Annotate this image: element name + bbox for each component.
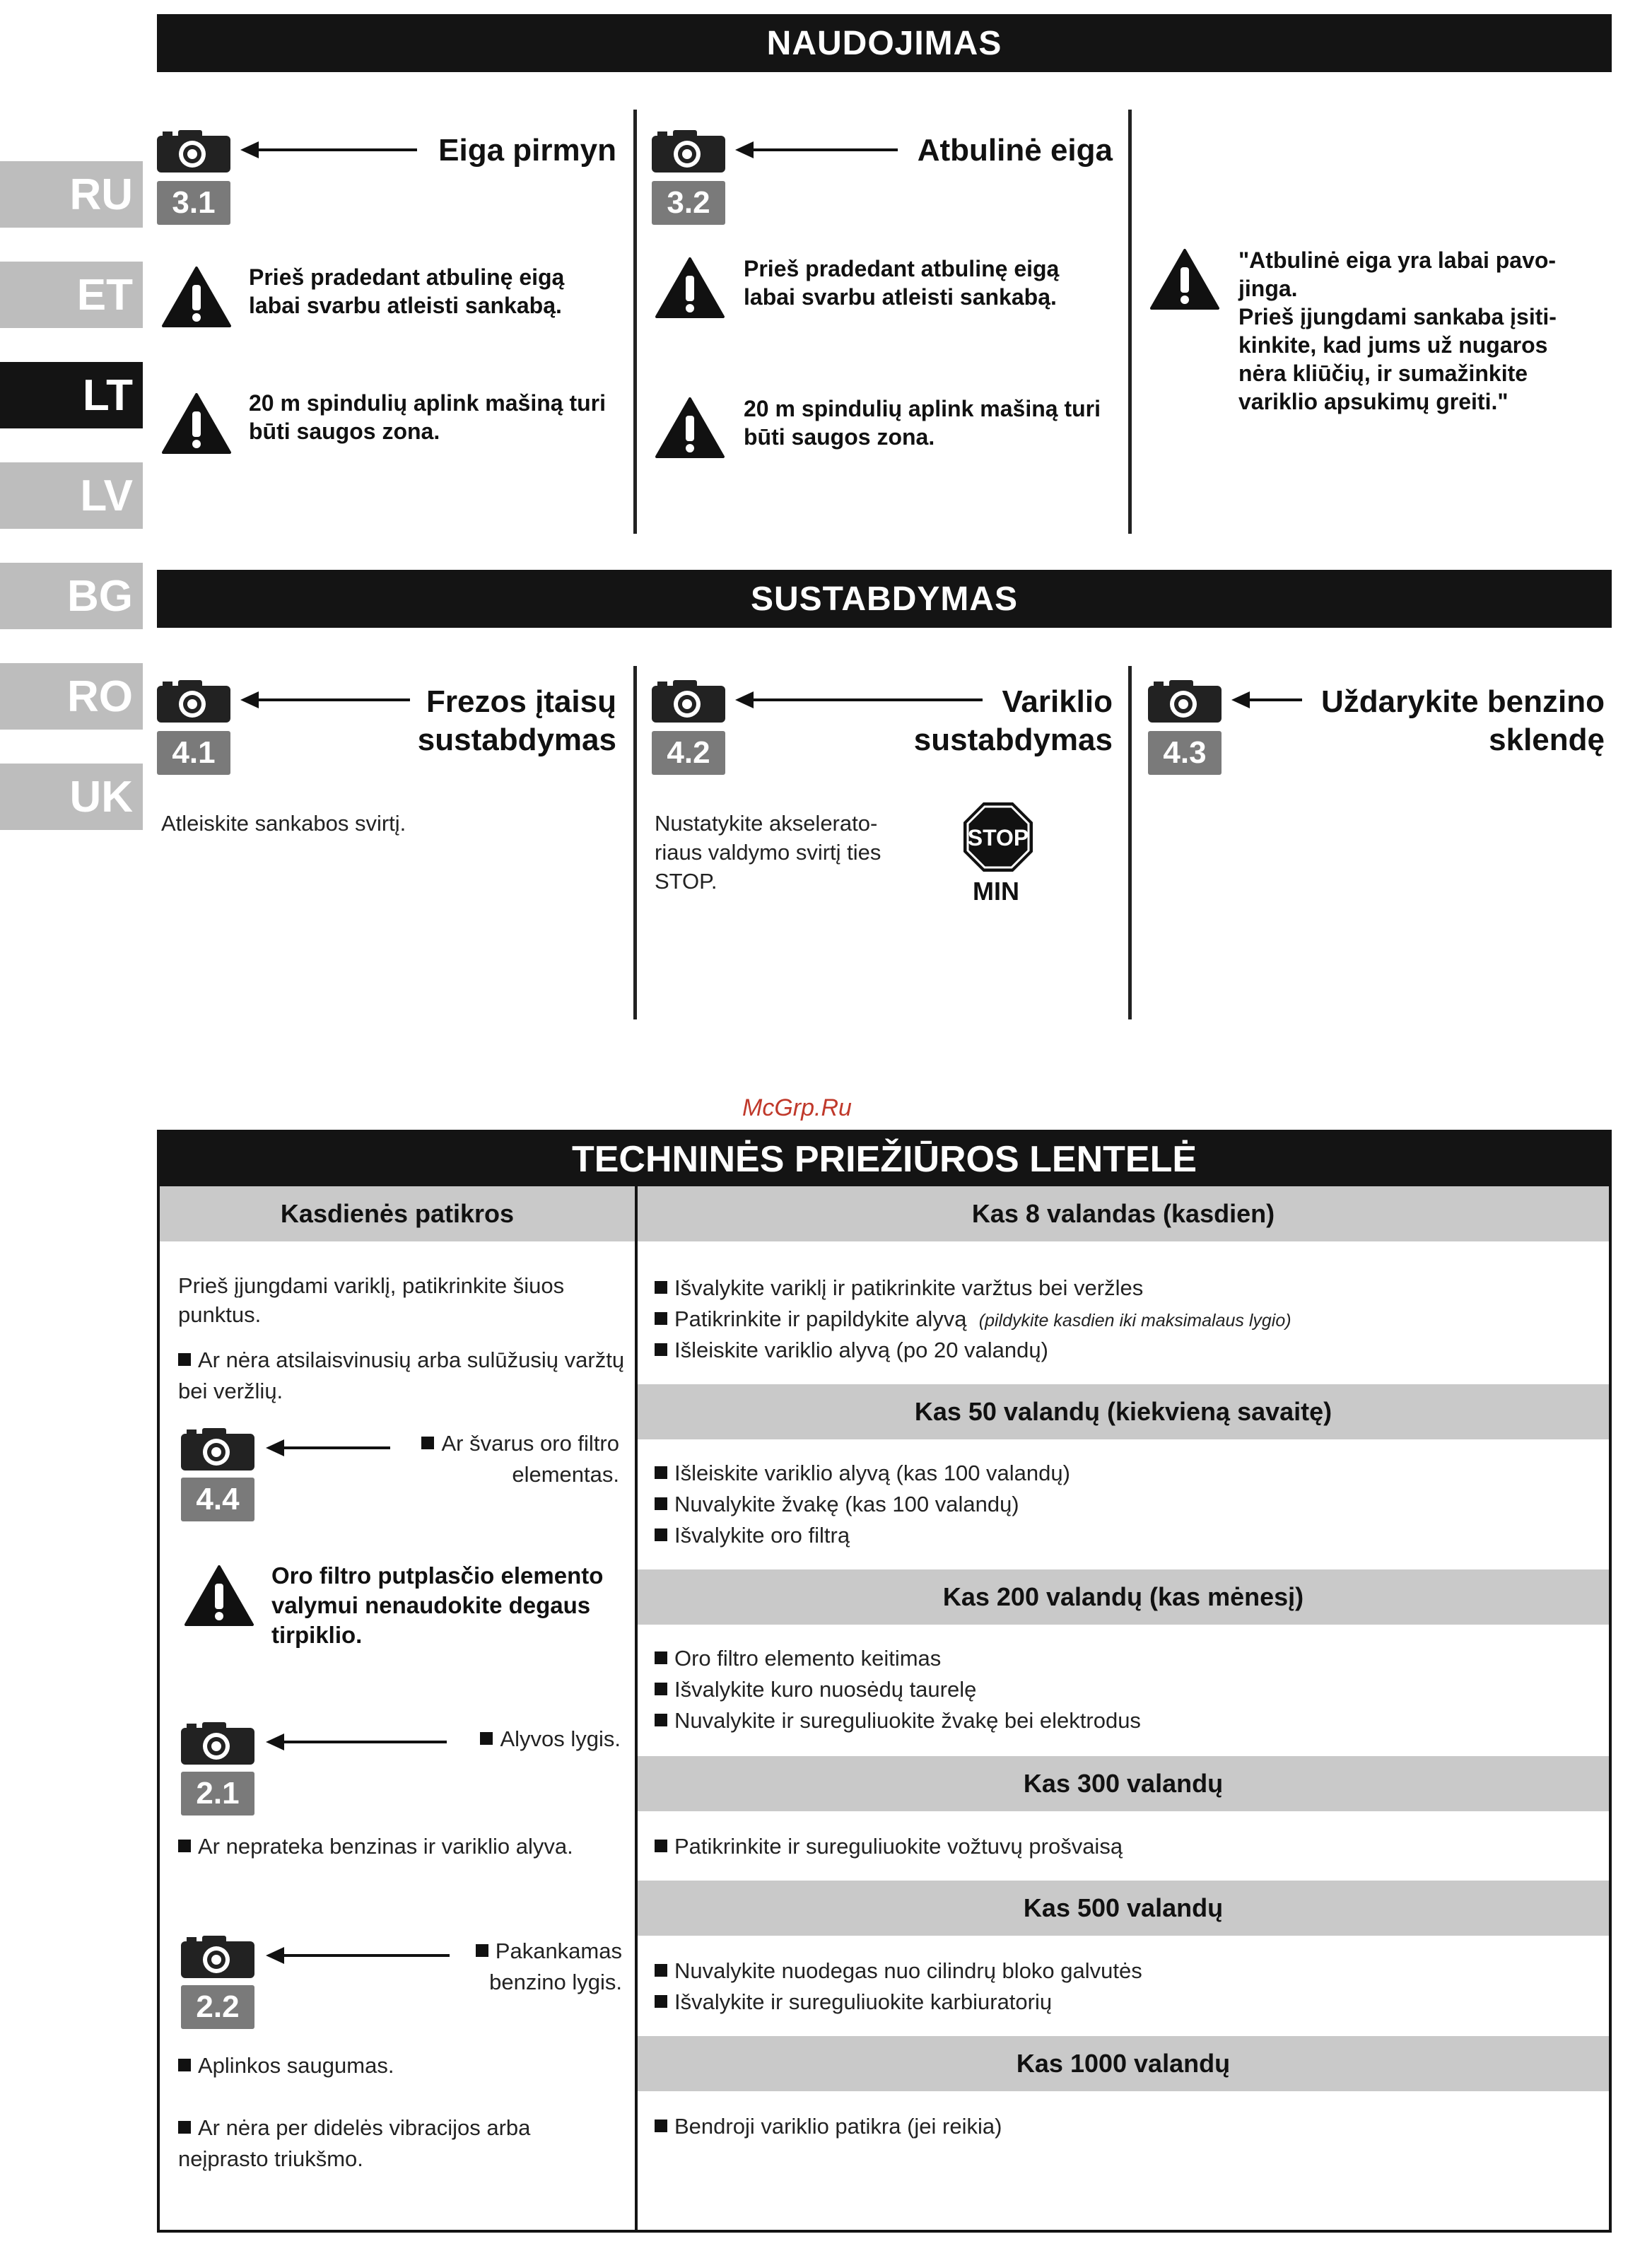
lang-tab-bg[interactable] <box>0 563 143 629</box>
interval-item <box>655 1955 1142 1987</box>
section-usage-title: NAUDOJIMAS <box>157 14 1612 72</box>
step-badge: 4.2 <box>652 731 725 775</box>
step-badge: 3.2 <box>652 181 725 225</box>
interval-item-text: Patikrinkite ir papildykite alyvą <box>674 1306 967 1331</box>
lang-tab-et[interactable] <box>0 262 143 328</box>
lang-tab-label: UK <box>69 772 133 822</box>
bullet-icon <box>655 1995 667 2008</box>
interval-item-text: Nuvalykite nuodegas nuo cilindrų bloko galvutės <box>674 1958 1142 1983</box>
bullet-icon <box>655 2120 667 2132</box>
daily-check-text: Alyvos lygis. <box>500 1726 621 1751</box>
interval-header: Kas 500 valandų <box>638 1881 1609 1936</box>
interval-item-text: Išvalykite kuro nuosėdų taurelę <box>674 1677 977 1702</box>
interval-header: Kas 50 valandų (kiekvieną savaitę) <box>638 1384 1609 1439</box>
bullet-icon <box>178 2121 191 2134</box>
bullet-icon <box>655 1528 667 1541</box>
arrow-left-icon <box>266 1439 390 1456</box>
bullet-icon <box>655 1840 667 1852</box>
bullet-icon <box>476 1944 488 1957</box>
interval-header: Kas 1000 valandų <box>638 2036 1609 2091</box>
step-heading: Atbulinė eiga <box>917 133 1113 168</box>
arrow-left-icon <box>1231 691 1302 708</box>
interval-item-text: Nuvalykite ir sureguliuokite žvakę bei elektrodus <box>674 1708 1141 1733</box>
interval-item-text: Išleiskite variklio alyvą (po 20 valandų) <box>674 1338 1048 1362</box>
interval-item-text: Išvalykite variklį ir patikrinkite varžtus bei veržles <box>674 1275 1144 1300</box>
instruction-text: Nustatykite akselerato- riaus valdymo svirtį ties STOP. <box>655 811 881 894</box>
daily-check-item <box>178 2112 602 2175</box>
step-heading <box>382 683 616 759</box>
step-heading-line: Frezos įtaisų <box>426 684 616 719</box>
interval-header: Kas 8 valandas (kasdien) <box>638 1186 1609 1241</box>
step-heading: Eiga pirmyn <box>438 133 616 168</box>
warning-text: 20 m spindulių aplink mašiną turi būti saugos zona. <box>249 390 606 444</box>
lang-tab-ru[interactable] <box>0 161 143 228</box>
bullet-icon <box>655 1312 667 1325</box>
interval-header: Kas 300 valandų <box>638 1756 1609 1811</box>
interval-note: (pildykite kasdien iki maksimalaus lygio) <box>978 1311 1291 1331</box>
instruction-text: Atleiskite sankabos svirtį. <box>161 811 406 836</box>
warning-icon <box>655 396 725 460</box>
warning-text: Prieš pradedant atbulinę eigą labai svarbu atleisti sankabą. <box>249 264 565 318</box>
step-heading <box>891 683 1113 759</box>
daily-check-text: Aplinkos saugumas. <box>198 2053 394 2078</box>
bullet-icon <box>480 1732 493 1745</box>
warning-text: Prieš pradedant atbulinę eigą labai svarbu atleisti sankabą. <box>744 256 1060 310</box>
daily-check-text: Pakankamas benzino lygis. <box>489 1939 622 1994</box>
arrow-left-icon <box>266 1733 447 1750</box>
bullet-icon <box>655 1714 667 1726</box>
interval-item <box>655 1674 976 1705</box>
maintenance-table <box>157 1130 1612 2233</box>
interval-item-text: Oro filtro elemento keitimas <box>674 1646 942 1671</box>
bullet-icon <box>655 1466 667 1479</box>
daily-check-item <box>393 1428 619 1490</box>
interval-item-text: Nuvalykite žvakę (kas 100 valandų) <box>674 1492 1019 1516</box>
lang-tab-label: LT <box>82 370 133 420</box>
interval-item <box>655 1273 1143 1304</box>
camera-icon <box>652 129 725 173</box>
daily-check-text: Ar švarus oro filtro elementas. <box>441 1431 619 1487</box>
throttle-min-label: MIN <box>973 877 1019 906</box>
warning-icon <box>161 265 232 329</box>
interval-item <box>655 1987 1052 2018</box>
stop-sign-label: STOP <box>967 825 1029 850</box>
bullet-icon <box>655 1683 667 1695</box>
bullet-icon <box>655 1497 667 1510</box>
bullet-icon <box>655 1651 667 1664</box>
interval-item-text: Išvalykite oro filtrą <box>674 1523 850 1548</box>
interval-item <box>655 1304 1291 1336</box>
daily-check-text: Ar nėra per didelės vibracijos arba neįprasto triukšmo. <box>178 2115 531 2171</box>
lang-tab-label: LV <box>80 471 133 520</box>
arrow-left-icon <box>735 141 898 158</box>
bullet-icon <box>421 1437 434 1449</box>
warning-icon <box>1149 247 1220 311</box>
bullet-icon <box>178 2059 191 2071</box>
lang-tab-label: RU <box>69 170 133 219</box>
column-divider <box>1128 110 1132 534</box>
column-divider <box>1128 666 1132 1019</box>
step-heading-line: Variklio <box>1002 684 1113 719</box>
interval-item <box>655 1831 1123 1862</box>
interval-item <box>655 1705 1141 1736</box>
lang-tab-uk[interactable] <box>0 764 143 830</box>
interval-item <box>655 1643 941 1674</box>
interval-item <box>655 2111 1002 2142</box>
daily-check-item <box>455 1936 622 1998</box>
camera-icon <box>157 129 230 173</box>
stop-sign-icon <box>961 800 1035 874</box>
warning-icon <box>655 256 725 320</box>
camera-icon <box>181 1427 254 1471</box>
arrow-left-icon <box>240 141 417 158</box>
bullet-icon <box>178 1840 191 1852</box>
interval-item-text: Išleiskite variklio alyvą (kas 100 valandų) <box>674 1461 1070 1485</box>
camera-icon <box>181 1721 254 1765</box>
warning-icon <box>184 1564 254 1627</box>
lang-tab-label: BG <box>67 571 133 621</box>
daily-check-item <box>178 2050 631 2081</box>
daily-intro: Prieš įjungdami variklį, patikrinkite šiuos punktus. <box>178 1273 565 1327</box>
step-heading-line: Uždarykite benzino <box>1321 684 1605 719</box>
daily-checks-header: Kasdienės patikros <box>160 1186 635 1241</box>
bullet-icon <box>655 1281 667 1294</box>
camera-icon <box>157 679 230 723</box>
step-badge: 2.1 <box>181 1772 254 1816</box>
lang-tab-lv[interactable] <box>0 462 143 529</box>
step-badge: 3.1 <box>157 181 230 225</box>
step-heading-line: sustabdymas <box>913 723 1113 757</box>
interval-item <box>655 1335 1048 1366</box>
step-badge: 4.1 <box>157 731 230 775</box>
daily-check-text: Ar neprateka benzinas ir variklio alyva. <box>198 1834 573 1859</box>
bullet-icon <box>655 1343 667 1356</box>
lang-tab-label: ET <box>76 270 133 320</box>
maintenance-table-title: TECHNINĖS PRIEŽIŪROS LENTELĖ <box>160 1133 1609 1186</box>
bullet-icon <box>655 1964 667 1977</box>
column-divider <box>633 110 637 534</box>
interval-item <box>655 1458 1070 1489</box>
step-heading-line: sustabdymas <box>417 723 616 757</box>
interval-item-text: Patikrinkite ir sureguliuokite vožtuvų prošvaisą <box>674 1834 1123 1859</box>
daily-check-item <box>450 1724 621 1755</box>
daily-check-item <box>178 1831 602 1862</box>
warning-text: "Atbulinė eiga yra labai pavo- jinga. Prieš įjungdami sankaba įsiti- kinkite, kad jums už nugaros nėra kliūčių, ir sumažinkite variklio apsukimų greiti." <box>1238 247 1557 414</box>
arrow-left-icon <box>266 1947 450 1964</box>
step-heading <box>1308 683 1605 759</box>
step-badge: 4.3 <box>1148 731 1222 775</box>
camera-icon <box>652 679 725 723</box>
interval-item-text: Išvalykite ir sureguliuokite karbiuratorių <box>674 1989 1053 2014</box>
interval-item-text: Bendroji variklio patikra (jei reikia) <box>674 2114 1002 2139</box>
step-badge: 4.4 <box>181 1478 254 1521</box>
warning-icon <box>161 392 232 455</box>
bullet-icon <box>178 1353 191 1366</box>
camera-icon <box>1148 679 1222 723</box>
warning-text: 20 m spindulių aplink mašiną turi būti saugos zona. <box>744 396 1101 450</box>
interval-item <box>655 1520 850 1551</box>
lang-tab-lt[interactable] <box>0 362 143 428</box>
watermark: McGrp.Ru <box>742 1094 852 1121</box>
interval-header: Kas 200 valandų (kas mėnesį) <box>638 1569 1609 1625</box>
camera-icon <box>181 1934 254 1978</box>
lang-tab-ro[interactable] <box>0 663 143 730</box>
daily-check-item <box>178 1345 631 1407</box>
step-heading-line: sklendę <box>1489 723 1605 757</box>
lang-tab-label: RO <box>67 672 133 721</box>
daily-check-text: Ar nėra atsilaisvinusių arba sulūžusių varžtų bei veržlių. <box>178 1347 625 1403</box>
interval-item <box>655 1489 1019 1520</box>
warning-text: Oro filtro putplasčio elemento valymui nenaudokite degaus tirpiklio. <box>271 1562 604 1648</box>
column-divider <box>633 666 637 1019</box>
step-badge: 2.2 <box>181 1985 254 2029</box>
section-stopping-title: SUSTABDYMAS <box>157 570 1612 628</box>
